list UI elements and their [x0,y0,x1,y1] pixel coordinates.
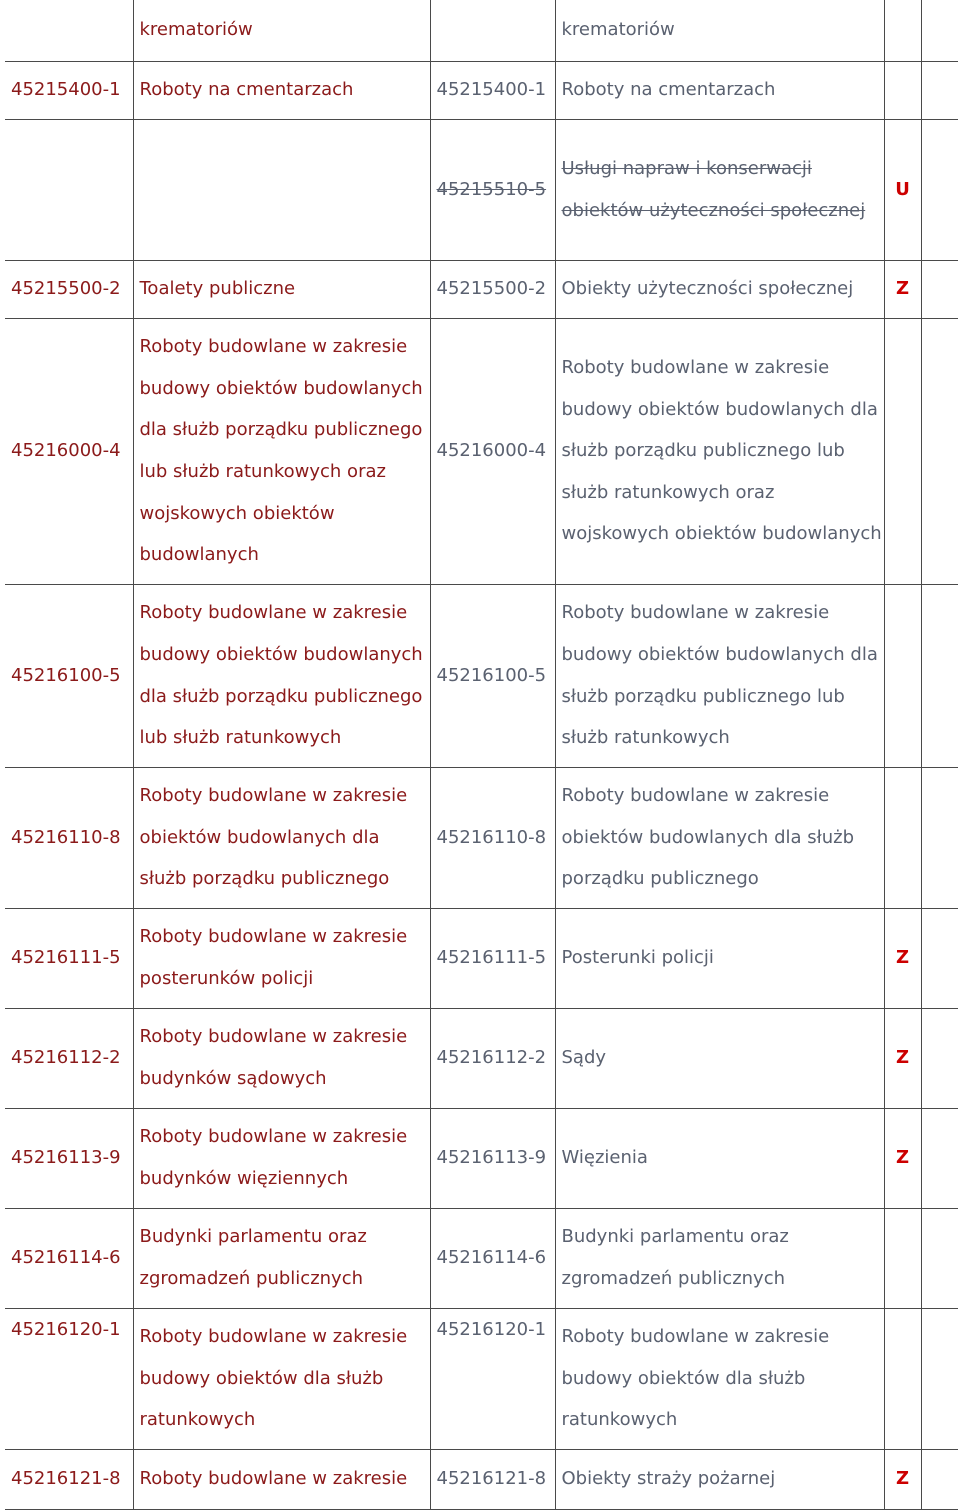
empty-cell [921,0,958,61]
new-code: 45216114-6 [430,1208,555,1308]
old-description: Roboty budowlane w zakresie [133,1449,430,1509]
new-description: Roboty budowlane w zakresie budowy obiektów budowlanych dla służb porządku publicznego lub służb ratunkowych [555,584,884,767]
table-row [5,318,958,584]
empty-cell [921,260,958,318]
empty-cell [921,1108,958,1208]
old-description: Toalety publiczne [133,260,430,318]
status-flag: Z [884,260,921,318]
empty-cell [921,1008,958,1108]
new-description: Więzienia [555,1108,884,1208]
status-flag [884,584,921,767]
table-row [5,767,958,908]
old-code [5,0,133,61]
status-flag [884,61,921,119]
new-code [430,0,555,61]
status-flag: Z [884,1008,921,1108]
status-flag: U [884,119,921,260]
new-code: 45216100-5 [430,584,555,767]
old-code: 45215400-1 [5,61,133,119]
cpv-correspondence-table [5,0,958,1510]
old-description [133,119,430,260]
old-code: 45216100-5 [5,584,133,767]
new-code: 45216111-5 [430,908,555,1008]
new-description: Sądy [555,1008,884,1108]
new-code: 45216113-9 [430,1108,555,1208]
old-description: Roboty na cmentarzach [133,61,430,119]
status-flag: Z [884,1108,921,1208]
new-code: 45215400-1 [430,61,555,119]
new-code: 45216110-8 [430,767,555,908]
new-code: 45216112-2 [430,1008,555,1108]
new-description: Roboty budowlane w zakresie obiektów budowlanych dla służb porządku publicznego [555,767,884,908]
status-flag [884,0,921,61]
table-row [5,1108,958,1208]
new-description: krematoriów [555,0,884,61]
new-description: Roboty na cmentarzach [555,61,884,119]
status-flag [884,767,921,908]
empty-cell [921,767,958,908]
status-flag [884,1308,921,1449]
old-description: Roboty budowlane w zakresie budynków więziennych [133,1108,430,1208]
new-code: 45216121-8 [430,1449,555,1509]
old-description: Roboty budowlane w zakresie obiektów budowlanych dla służb porządku publicznego [133,767,430,908]
empty-cell [921,584,958,767]
new-description: Usługi napraw i konserwacji obiektów użyteczności społecznej [555,119,884,260]
old-code: 45216110-8 [5,767,133,908]
new-description: Roboty budowlane w zakresie budowy obiektów dla służb ratunkowych [555,1308,884,1449]
table-row [5,0,958,61]
new-code: 45216120-1 [430,1308,555,1449]
empty-cell [921,908,958,1008]
table-row [5,1008,958,1108]
table-row [5,260,958,318]
table-row [5,1449,958,1509]
new-description: Obiekty użyteczności społecznej [555,260,884,318]
new-description: Roboty budowlane w zakresie budowy obiektów budowlanych dla służb porządku publicznego lub służb ratunkowych oraz wojskowych obiektów budowlanych [555,318,884,584]
new-code: 45215510-5 [430,119,555,260]
new-description: Budynki parlamentu oraz zgromadzeń publicznych [555,1208,884,1308]
old-description: krematoriów [133,0,430,61]
new-description: Obiekty straży pożarnej [555,1449,884,1509]
old-description: Roboty budowlane w zakresie posterunków policji [133,908,430,1008]
empty-cell [921,61,958,119]
old-code: 45216113-9 [5,1108,133,1208]
old-description: Roboty budowlane w zakresie budowy obiektów budowlanych dla służb porządku publicznego lub służb ratunkowych oraz wojskowych obiektów budowlanych [133,318,430,584]
table-row [5,908,958,1008]
old-code: 45215500-2 [5,260,133,318]
old-code: 45216000-4 [5,318,133,584]
status-flag [884,318,921,584]
old-description: Budynki parlamentu oraz zgromadzeń publicznych [133,1208,430,1308]
table-row [5,584,958,767]
new-code: 45216000-4 [430,318,555,584]
old-code: 45216114-6 [5,1208,133,1308]
empty-cell [921,119,958,260]
empty-cell [921,318,958,584]
old-code [5,119,133,260]
new-description: Posterunki policji [555,908,884,1008]
table-row [5,61,958,119]
empty-cell [921,1449,958,1509]
old-description: Roboty budowlane w zakresie budowy obiektów budowlanych dla służb porządku publicznego lub służb ratunkowych [133,584,430,767]
old-description: Roboty budowlane w zakresie budowy obiektów dla służb ratunkowych [133,1308,430,1449]
old-code: 45216121-8 [5,1449,133,1509]
old-code: 45216120-1 [5,1308,133,1449]
table-row [5,119,958,260]
status-flag: Z [884,1449,921,1509]
table-row [5,1308,958,1449]
new-code: 45215500-2 [430,260,555,318]
status-flag [884,1208,921,1308]
old-code: 45216112-2 [5,1008,133,1108]
empty-cell [921,1208,958,1308]
empty-cell [921,1308,958,1449]
old-code: 45216111-5 [5,908,133,1008]
old-description: Roboty budowlane w zakresie budynków sądowych [133,1008,430,1108]
status-flag: Z [884,908,921,1008]
table-row [5,1208,958,1308]
